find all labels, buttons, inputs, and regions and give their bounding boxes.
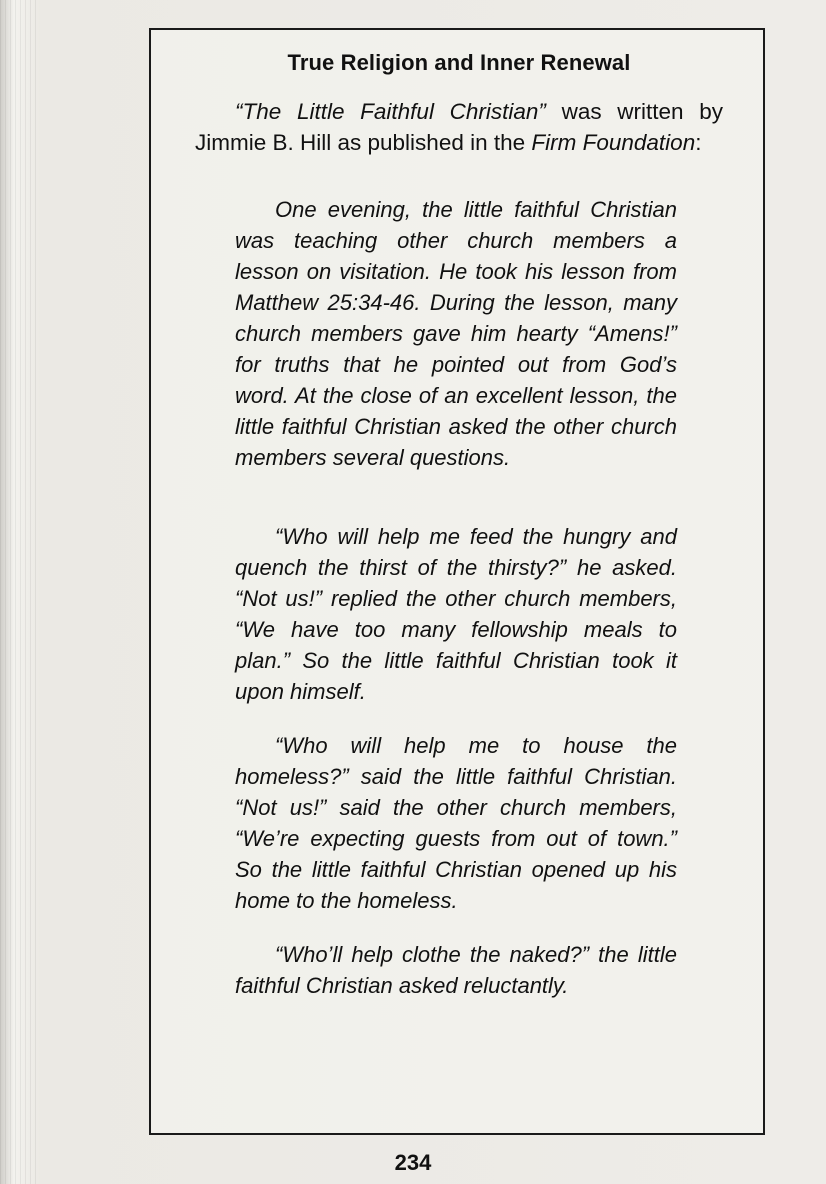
quote-paragraph-1: One evening, the little faithful Christian was teaching other church members a lesson on visitation. He took his lesson from Matthew 25:34-46. During the lesson, many church members gave him hearty “Amens!” for truths that he pointed out from God’s word. At the close of an excellent lesson, the little faithful Christian asked the other church members several questions. (235, 197, 677, 470)
intro-text-1: was written by Jimmie B. Hill as published in the (195, 99, 723, 155)
page-edge-shading (0, 0, 40, 1184)
quote-paragraph-3: “Who will help me to house the homeless?” said the little faithful Christian. “Not us!” said the other church members, “We’re expecting guests from out of town.” So the little faithful Christian opened up his home to the homeless. (235, 733, 677, 913)
section-title: True Religion and Inner Renewal (287, 50, 631, 75)
text-box-frame (149, 28, 765, 1135)
intro-text-2: : (695, 130, 702, 155)
text-box-content (195, 50, 723, 1001)
book-title: “The Little Faithful Christian” (235, 99, 546, 124)
publication-name: Firm Foundation (531, 130, 696, 155)
page-number: 234 (394, 1150, 432, 1175)
block-quote (235, 194, 677, 1001)
quote-paragraph-4: “Who’ll help clothe the naked?” the little faithful Christian asked reluctantly. (235, 942, 677, 998)
quote-paragraph-2: “Who will help me feed the hungry and quench the thirst of the thirsty?” he asked. “Not us!” replied the other church members, “We have too many fellowship meals to plan.” So the little faithful Christian took it upon himself. (235, 524, 677, 704)
intro-paragraph (195, 96, 723, 158)
